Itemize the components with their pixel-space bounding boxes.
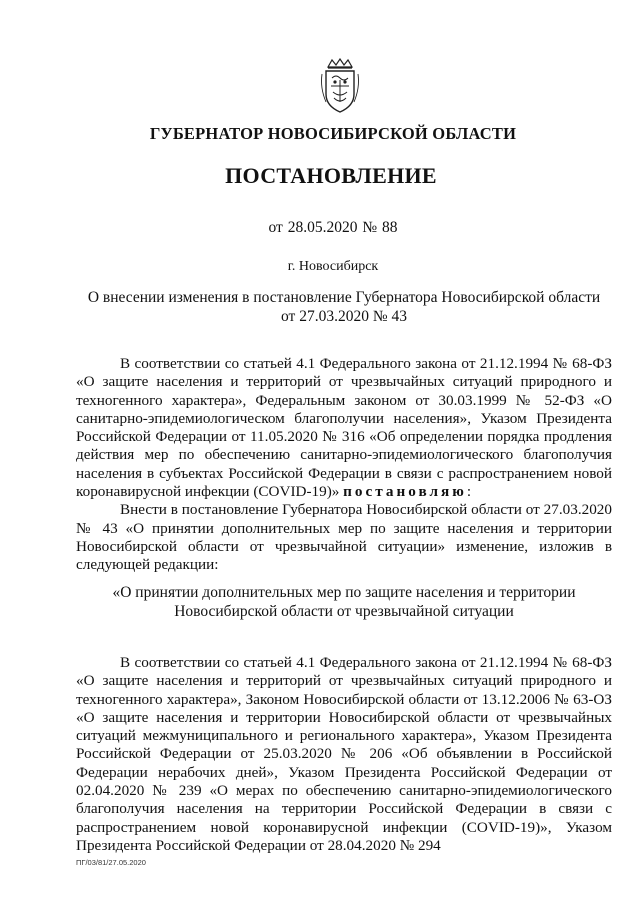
subject-line-2: от 27.03.2020 № 43 [281,308,407,325]
footer-document-code: ПГ/03/81/27.05.2020 [76,858,146,867]
issuing-authority: ГУБЕРНАТОР НОВОСИБИРСКОЙ ОБЛАСТИ [149,124,517,143]
document-type-title: ПОСТАНОВЛЕНИЕ [225,163,437,188]
body-paragraph-1 [76,355,612,501]
document-date-number: от 28.05.2020 № 88 [268,219,398,236]
quoted-body-paragraph-1: В соответствии со статьей 4.1 Федерального закона от 21.12.1994 № 68-ФЗ «О защите населения и территорий от чрезвычайных ситуаций природного и техногенного характера», Законом Новосибирской области от 13.12.2006 № 63-ОЗ «О защите населения и территории Новосибирской области от чрезвычайных ситуаций межмуниципального и регионального характера», Указом Президента Российской Федерации от 25.03.2020 № 206 «Об объявлении в Российской Федерации нерабочих дней», Указом Президента Российской Федерации от 02.04.2020 № 239 «О мерах по обеспечению санитарно-эпидемиологического благополучия населения на территории Российской Федерации в связи с распространением новой коронавирусной инфекции (COVID-19)», Указом Президента Российской Федерации от 28.04.2020 № 294 [76,654,612,854]
quoted-title-line-2: Новосибирской области от чрезвычайной ситуации [174,603,514,620]
resolution-keyword: постановляю [343,483,467,501]
quoted-document-body [76,654,612,855]
coat-of-arms-icon [318,58,362,114]
quoted-title-line-1: «О принятии дополнительных мер по защите населения и территории [112,584,576,601]
document-city: г. Новосибирск [287,259,379,274]
paragraph-text: В соответствии со статьей 4.1 Федерального закона от 21.12.1994 № 68-ФЗ «О защите населения и территорий от чрезвычайных ситуаций природного и техногенного характера», Федеральным законом от 30.03.1999 № 52-ФЗ «О санитарно-эпидемиологическом благополучии населения», Указом Президента Российской Федерации от 11.05.2020 № 316 «Об определении порядка продления действия мер по обеспечению санитарно-эпидемиологического благополучия населения в субъектах Российской Федерации в связи с распространением новой коронавирусной инфекции (COVID-19)» [76,355,612,501]
quoted-document-title [76,583,612,621]
document-body [76,355,612,575]
subject-line-1: О внесении изменения в постановление Губернатора Новосибирской области [87,289,601,306]
body-paragraph-2: Внести в постановление Губернатора Новосибирской области от 27.03.2020 № 43 «О принятии дополнительных мер по защите населения и территории Новосибирской области от чрезвычайной ситуации» изменение, изложив в следующей редакции: [76,501,612,574]
paragraph-punctuation: : [466,483,472,501]
document-subject [76,288,612,326]
